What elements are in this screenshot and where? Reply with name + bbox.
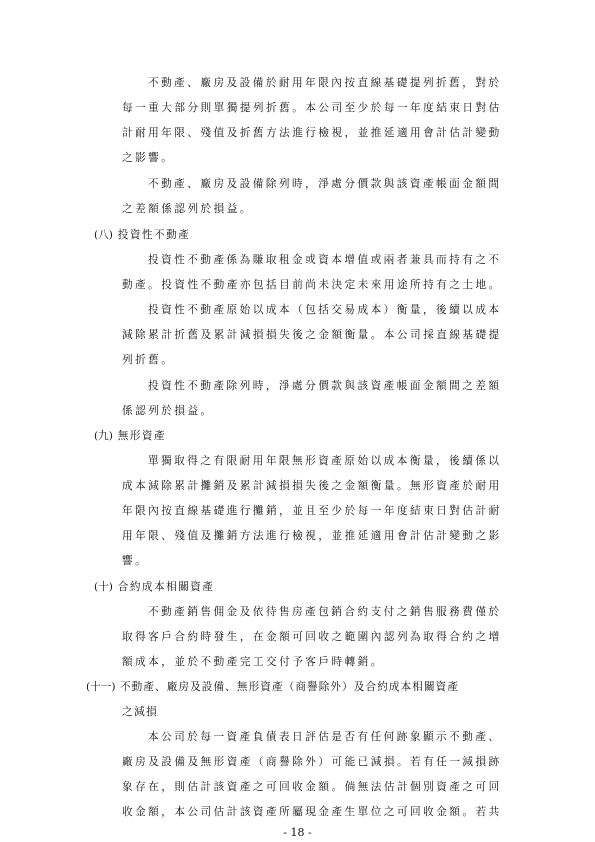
section-title: 投資性不動產 xyxy=(117,229,191,241)
section-title: 不動產、廠房及設備、無形資產（商譽除外）及合約成本相關資產 xyxy=(119,681,460,693)
paragraph-line: 列折舊。 xyxy=(122,354,175,366)
paragraph-line: 收金額，本公司估計該資產所屬現金產生單位之可回收金額。若共 xyxy=(122,806,502,818)
paragraph-line: 計耐用年限、殘值及折舊方法進行檢視，並推延適用會計估計變動 xyxy=(122,127,502,139)
paragraph-line: 減除累計折舊及累計減損損失後之金額衡量。本公司採直線基礎提 xyxy=(122,329,502,341)
section-heading xyxy=(94,228,190,242)
paragraph-line: 年限內按直線基礎進行攤銷，並且至少於每一年度結束日對估計耐 xyxy=(122,505,502,517)
paragraph-line: 用年限、殘值及攤銷方法進行檢視，並推延適用會計估計變動之影 xyxy=(122,530,502,542)
section-heading xyxy=(94,580,215,594)
paragraph-line: 成本減除累計攤銷及累計減損損失後之金額衡量。無形資產於耐用 xyxy=(122,480,502,492)
paragraph-line: 不動產、廠房及設備除列時，淨處分價款與該資產帳面金額間 xyxy=(148,178,502,190)
paragraph-line: 投資性不動產係為賺取租金或資本增值或兩者兼具而持有之不 xyxy=(148,254,502,266)
paragraph-line: 每一重大部分則單獨提列折舊。本公司至少於每一年度結束日對估 xyxy=(122,102,502,114)
section-title: 合約成本相關資產 xyxy=(117,581,215,593)
paragraph-line: 投資性不動產原始以成本（包括交易成本）衡量，後續以成本 xyxy=(148,304,502,316)
section-title-continued: 之減損 xyxy=(122,706,159,718)
paragraph-line: 響。 xyxy=(122,555,149,567)
page-number: - 18 - xyxy=(283,826,312,839)
section-number: (十) xyxy=(94,581,113,593)
paragraph-line: 象存在，則估計該資產之可回收金額。倘無法估計個別資產之可回 xyxy=(122,781,502,793)
paragraph-line: 不動產銷售佣金及依待售房產包銷合約支付之銷售服務費僅於 xyxy=(148,606,502,618)
paragraph-line: 額成本，並於不動產完工交付予客戶時轉銷。 xyxy=(122,656,384,668)
section-heading xyxy=(94,429,166,443)
paragraph-line: 本公司於每一資產負債表日評估是否有任何跡象顯示不動產、 xyxy=(148,731,502,743)
section-heading xyxy=(86,680,459,694)
paragraph-line: 取得客戶合約時發生，在金額可回收之範圍內認列為取得合約之增 xyxy=(122,631,502,643)
paragraph-line: 投資性不動產除列時，淨處分價款與該資產帳面金額間之差額 xyxy=(148,380,502,392)
paragraph-line: 之差額係認列於損益。 xyxy=(122,203,253,215)
paragraph-line: 廠房及設備及無形資產（商譽除外）可能已減損。若有任一減損跡 xyxy=(122,756,502,768)
paragraph-line: 不動產、廠房及設備於耐用年限內按直線基礎提列折舊，對於 xyxy=(148,77,502,89)
paragraph-line: 單獨取得之有限耐用年限無形資產原始以成本衡量，後續係以 xyxy=(148,455,502,467)
section-number: (九) xyxy=(94,430,113,442)
section-title: 無形資產 xyxy=(117,430,167,442)
paragraph-line: 係認列於損益。 xyxy=(122,405,214,417)
section-number: (十一) xyxy=(86,681,116,693)
paragraph-line: 之影響。 xyxy=(122,152,175,164)
section-number: (八) xyxy=(94,229,113,241)
paragraph-line: 動產。投資性不動產亦包括目前尚未決定未來用途所持有之土地。 xyxy=(122,279,502,291)
